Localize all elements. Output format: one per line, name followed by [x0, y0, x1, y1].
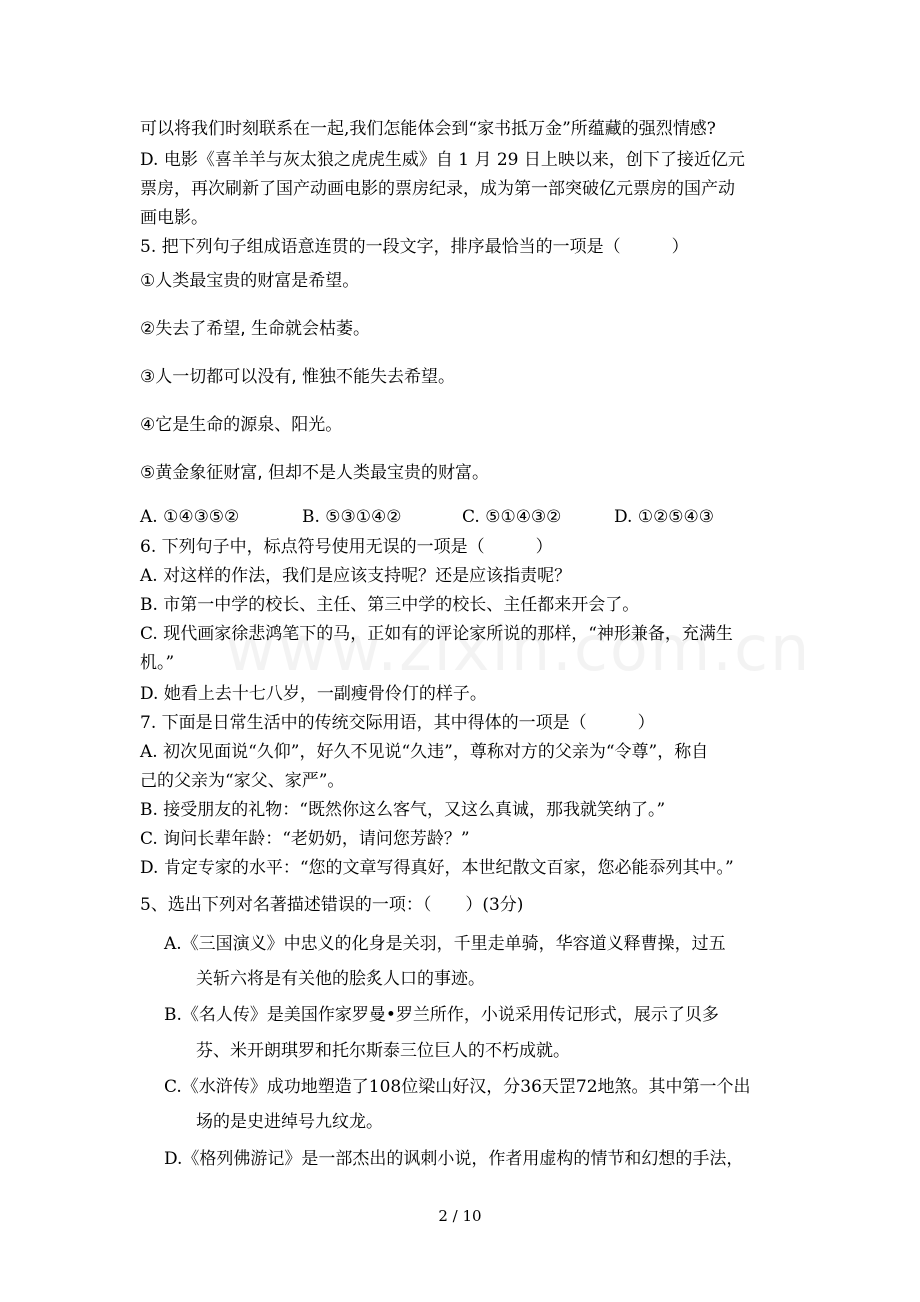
question-7-option-d: D. 肯定专家的水平：“您的文章写得真好，本世纪散文百家，您必能忝列其中。”: [140, 858, 734, 878]
question-5b-option-a: A.《三国演义》中忠义的化身是关羽，千里走单骑，华容道义释曹操，过五: [164, 934, 726, 954]
question-5b-option-d: D.《格列佛游记》是一部杰出的讽刺小说，作者用虚构的情节和幻想的手法，: [164, 1149, 744, 1169]
option-d: D. ①②⑤④③: [614, 507, 715, 527]
question-7-option-c: C. 询问长辈年龄：“老奶奶，请问您芳龄？”: [140, 829, 470, 849]
question-5b-option-c: C.《水浒传》成功地塑造了108位梁山好汉，分36天罡72地煞。其中第一个出: [164, 1077, 751, 1097]
question-6-option-c-cont: 机。”: [140, 653, 175, 673]
text-line: 票房，再次刷新了国产动画电影的票房纪录，成为第一部突破亿元票房的国产动: [140, 179, 735, 199]
sentence-3: ③人一切都可以没有, 惟独不能失去希望。: [140, 367, 456, 387]
question-5-stem: 5. 把下列句子组成语意连贯的一段文字，排序最恰当的一项是（ ）: [140, 237, 689, 257]
question-5b-option-a-cont: 关斩六将是有关他的脍炙人口的事迹。: [196, 969, 485, 989]
question-6-option-c: C. 现代画家徐悲鸿笔下的马，正如有的评论家所说的那样，“神形兼备，充满生: [140, 624, 733, 644]
question-7-option-a: A. 初次见面说“久仰”，好久不见说“久违”，尊称对方的父亲为“令尊”，称自: [140, 742, 709, 762]
sentence-1: ①人类最宝贵的财富是希望。: [140, 271, 360, 291]
option-c: C. ⑤①④③②: [462, 507, 562, 527]
question-6-option-d: D. 她看上去十七八岁，一副瘦骨伶仃的样子。: [140, 684, 487, 704]
question-7-option-a-cont: 己的父亲为“家父、家严”。: [140, 771, 345, 791]
question-5b-option-b-cont: 芬、米开朗琪罗和托尔斯泰三位巨人的不朽成就。: [196, 1041, 570, 1061]
text-line: D. 电影《喜羊羊与灰太狼之虎虎生威》自 1 月 29 日上映以来，创下了接近亿元: [140, 150, 745, 170]
question-6-stem: 6. 下列句子中，标点符号使用无误的一项是（ ）: [140, 537, 553, 557]
sentence-5: ⑤黄金象征财富, 但却不是人类最宝贵的财富。: [140, 463, 490, 483]
sentence-2: ②失去了希望, 生命就会枯萎。: [140, 319, 371, 339]
question-5-options: [140, 506, 714, 528]
option-a: A. ①④③⑤②: [140, 507, 240, 527]
question-7-option-b: B. 接受朋友的礼物：“既然你这么客气，又这么真诚，那我就笑纳了。”: [140, 800, 666, 820]
text-line: 画电影。: [140, 208, 208, 228]
question-5b-stem: 5、选出下列对名著描述错误的一项：（ ）(3分): [140, 895, 524, 915]
question-6-option-a: A. 对这样的作法，我们是应该支持呢？还是应该指责呢？: [140, 566, 572, 586]
text-line: 可以将我们时刻联系在一起,我们怎能体会到“家书抵万金”所蕴藏的强烈情感?: [140, 119, 716, 139]
page-number: 2 / 10: [438, 1207, 482, 1225]
question-6-option-b: B. 市第一中学的校长、主任、第三中学的校长、主任都来开会了。: [140, 595, 640, 615]
question-5b-option-b: B.《名人传》是美国作家罗曼•罗兰所作，小说采用传记形式，展示了贝多: [164, 1005, 719, 1025]
question-5b-option-c-cont: 场的是史进绰号九纹龙。: [196, 1112, 383, 1132]
question-7-stem: 7. 下面是日常生活中的传统交际用语，其中得体的一项是（ ）: [140, 713, 655, 733]
option-b: B. ⑤③①④②: [302, 507, 402, 527]
sentence-4: ④它是生命的源泉、阳光。: [140, 415, 343, 435]
